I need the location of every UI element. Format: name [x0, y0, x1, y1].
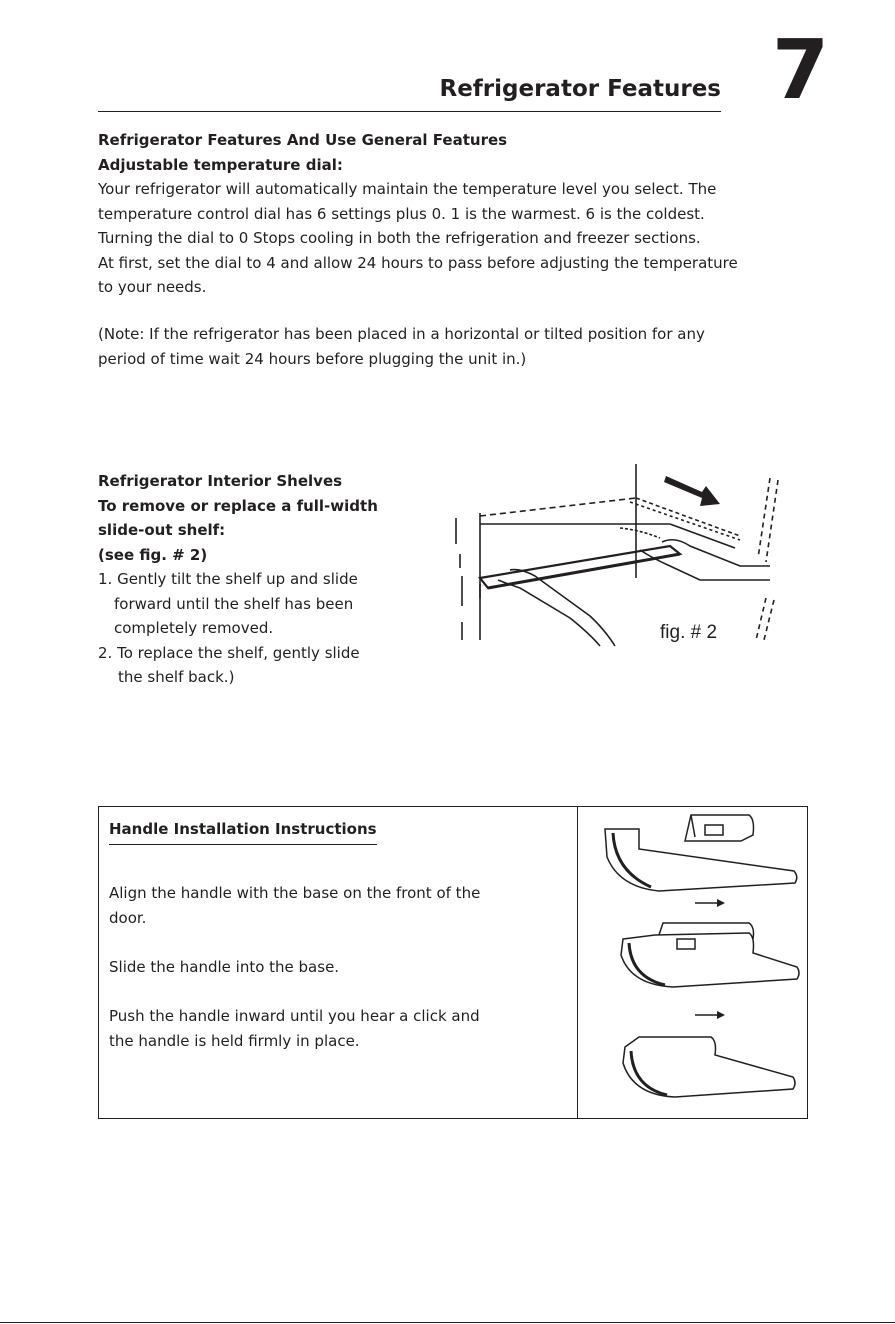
note-line: (Note: If the refrigerator has been placed in a horizontal or tilted position for any [98, 325, 705, 343]
temperature-dial-heading: Adjustable temperature dial: [98, 155, 343, 174]
paragraph-line: Your refrigerator will automatically maintain the temperature level you select. The [98, 180, 717, 198]
paragraph-line: At first, set the dial to 4 and allow 24 hours to pass before adjusting the temperature [98, 253, 738, 272]
shelves-heading: Refrigerator Interior Shelves [98, 472, 343, 490]
step-line: the shelf back.) [118, 668, 235, 686]
right-arrow-icon [695, 899, 725, 907]
note-line: period of time wait 24 hours before plugging the unit in.) [98, 349, 527, 368]
handle-installation-illustration [599, 807, 807, 1118]
shelf-removal-illustration [440, 458, 800, 650]
step-line: Align the handle with the base on the front of the [109, 884, 481, 902]
step-line: forward until the shelf has been [114, 594, 354, 613]
handle-instructions-heading: Handle Installation Instructions [109, 820, 377, 845]
note-paragraph [98, 322, 705, 371]
shelves-subheading: slide-out shelf: [98, 521, 226, 539]
figure-caption: fig. # 2 [660, 622, 718, 643]
handle-step-slide: Slide the handle into the base. [109, 958, 340, 976]
step-line: completely removed. [114, 619, 274, 637]
pull-arrow-icon [664, 476, 720, 506]
page-title: Refrigerator Features [439, 76, 721, 102]
step-line: the handle is held firmly in place. [109, 1031, 360, 1050]
step-line: 1. Gently tilt the shelf up and slide [98, 570, 358, 588]
general-features-section [98, 128, 738, 300]
general-features-heading: Refrigerator Features And Use General Features [98, 131, 508, 149]
box-divider [577, 807, 578, 1118]
handle-instructions-box [98, 806, 808, 1119]
paragraph-line: temperature control dial has 6 settings plus 0. 1 is the warmest. 6 is the coldest. [98, 204, 705, 223]
paragraph-line: to your needs. [98, 278, 207, 296]
step-line: 2. To replace the shelf, gently slide [98, 643, 360, 662]
step-line: Push the handle inward until you hear a click and [109, 1007, 480, 1025]
shelves-section [98, 469, 378, 690]
figure-reference: (see fig. # 2) [98, 545, 208, 564]
bottom-rule [0, 1322, 895, 1323]
handle-step-push [109, 1004, 480, 1053]
step-line: door. [109, 908, 147, 927]
handle-step-align [109, 881, 480, 930]
paragraph-line: Turning the dial to 0 Stops cooling in both the refrigeration and freezer sections. [98, 229, 701, 247]
shelves-subheading: To remove or replace a full-width [98, 496, 378, 515]
header-rule [98, 111, 721, 112]
right-arrow-icon [695, 1011, 725, 1019]
page-number: 7 [772, 23, 830, 118]
